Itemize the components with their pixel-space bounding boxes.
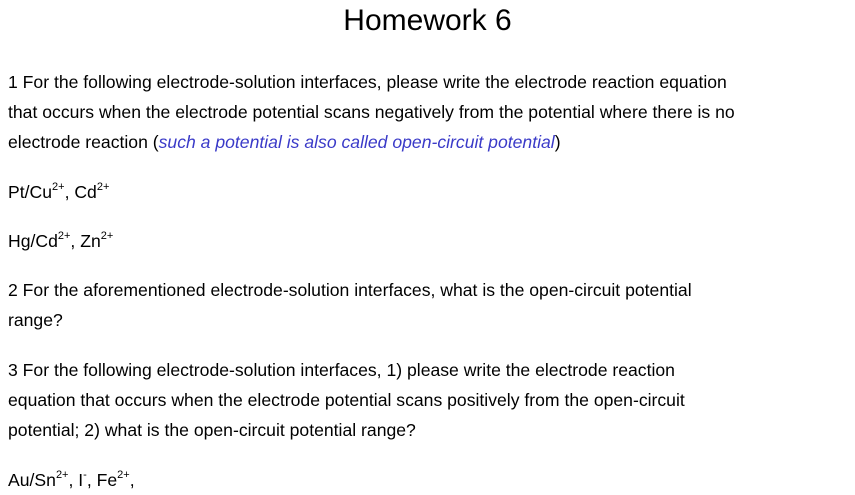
interface-hg-cd-zn <box>8 226 850 256</box>
interface-2-mid: , Zn <box>70 231 101 251</box>
question-1-line-2: that occurs when the electrode potential scans negatively from the potential where there is no <box>8 102 735 122</box>
page-title: Homework 6 <box>343 4 512 37</box>
question-3-line-1: 3 For the following electrode-solution interfaces, 1) please write the electrode reaction <box>8 360 675 380</box>
interface-3-mid-2: , Fe <box>86 470 118 490</box>
question-3-line-3: potential; 2) what is the open-circuit potential range? <box>8 420 416 440</box>
interface-3-charge-2: - <box>83 469 87 482</box>
question-3 <box>8 355 850 445</box>
interface-1-mid: , Cd <box>64 182 97 202</box>
interface-1-base: Pt/Cu <box>8 182 53 202</box>
interface-2-charge-2: 2+ <box>100 230 114 243</box>
interface-au-sn-i-fe <box>8 465 850 495</box>
interface-3-tail: , <box>129 470 135 490</box>
interface-3-charge-1: 2+ <box>55 469 69 482</box>
question-1-line-3 <box>8 127 850 157</box>
interface-2-charge-1: 2+ <box>57 230 71 243</box>
question-1-line-3-prefix: electrode reaction ( <box>8 132 159 152</box>
interface-3-base: Au/Sn <box>8 470 56 490</box>
question-2-line-2: range? <box>8 310 63 330</box>
question-2 <box>8 275 850 335</box>
interface-3-mid-1: , I <box>68 470 84 490</box>
question-3-line-2: equation that occurs when the electrode potential scans positively from the open-circuit <box>8 390 685 410</box>
interface-2-base: Hg/Cd <box>8 231 58 251</box>
question-1-line-3-suffix: ) <box>554 132 561 152</box>
interface-1-charge-2: 2+ <box>96 181 110 194</box>
question-1-line-1: 1 For the following electrode-solution interfaces, please write the electrode reaction equation <box>8 72 727 92</box>
interface-3-charge-3: 2+ <box>117 469 130 482</box>
interface-1-charge-1: 2+ <box>52 181 65 194</box>
open-circuit-note: such a potential is also called open-circuit potential <box>158 132 555 152</box>
question-2-line-1: 2 For the aforementioned electrode-solution interfaces, what is the open-circuit potential <box>8 280 692 300</box>
interface-pt-cu-cd <box>8 177 850 207</box>
question-1 <box>8 67 850 157</box>
